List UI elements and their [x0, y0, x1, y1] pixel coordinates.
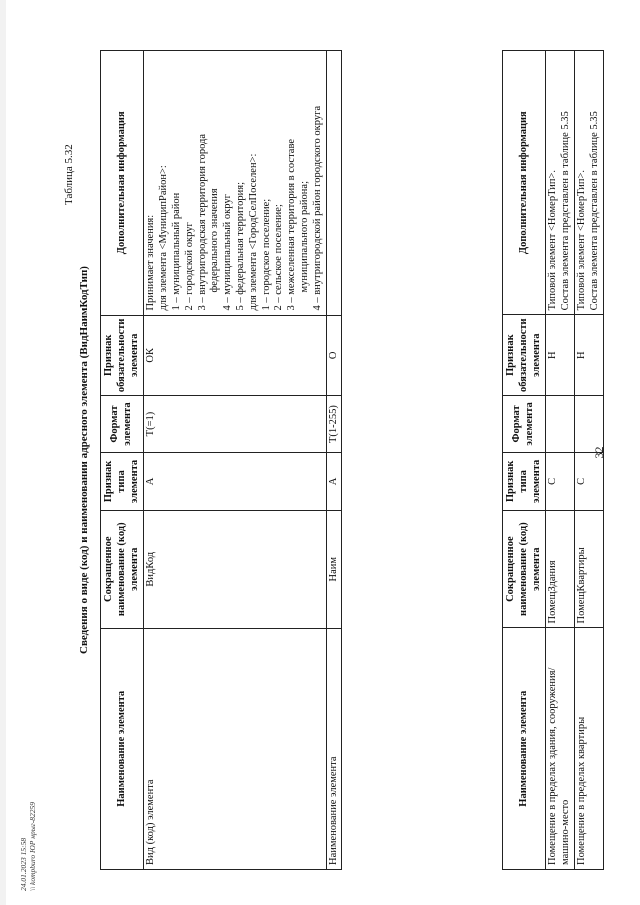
table-title: Сведения о виде (код) и наименовании адресного элемента (ВидНаимКодТип) — [78, 266, 90, 654]
info-line: 5 – федеральная территория; — [234, 182, 246, 311]
header-format: Формат элемента — [503, 395, 546, 452]
table-row — [326, 51, 342, 870]
print-stamp — [20, 802, 37, 891]
cell-required: О — [326, 315, 342, 396]
header-short: Сокращенное наименование (код) элемента — [503, 510, 546, 628]
info-line: Типовой элемент <НомерТип>. — [575, 169, 587, 311]
info-line: 3 – внутригородская территория города — [196, 133, 208, 311]
info-line: 1 – муниципальный район — [170, 192, 182, 311]
cell-required: ОК — [144, 315, 326, 396]
header-type: Признак типа элемента — [101, 453, 144, 511]
address-element-table — [100, 50, 342, 870]
header-short: Сокращенное наименование (код) элемента — [101, 510, 144, 628]
cell-required: Н — [574, 315, 603, 396]
cell-short: ВидКод — [144, 510, 326, 628]
header-info: Дополнительная информация — [503, 51, 546, 315]
premises-table — [502, 50, 604, 870]
cell-type: С — [546, 452, 575, 510]
cell-name: Наименование элемента — [326, 628, 342, 869]
cell-short: Наим — [326, 510, 342, 628]
header-name: Наименование элемента — [101, 628, 144, 869]
table-label: Таблица 5.32 — [63, 144, 75, 205]
info-line: 3 – межселенная территория в составе — [286, 138, 298, 311]
table-row — [546, 51, 575, 870]
cell-name: Помещение в пределах квартиры — [574, 628, 603, 870]
info-line: федерального значения — [209, 188, 221, 293]
info-line: 4 – муниципальный округ — [222, 194, 234, 311]
cell-info — [546, 51, 575, 315]
table-header-row — [503, 51, 546, 870]
scan-edge — [0, 0, 6, 905]
cell-type: А — [144, 453, 326, 511]
info-line: 2 – сельское поселение; — [273, 204, 285, 311]
cell-type: С — [574, 452, 603, 510]
header-required: Признак обязательности элемента — [101, 315, 144, 396]
info-line: Состав элемента представлен в таблице 5.35 — [588, 111, 600, 311]
header-required: Признак обязательности элемента — [503, 315, 546, 396]
info-line: Принимает значения: — [145, 214, 157, 311]
info-line: муниципального района; — [298, 181, 310, 293]
cell-short: ПомещЗдания — [546, 510, 575, 628]
info-line: 1 – городское поселение; — [260, 198, 272, 311]
cell-info — [144, 51, 326, 316]
header-info: Дополнительная информация — [101, 51, 144, 316]
table-header-row — [101, 51, 144, 870]
page-number: 32 — [592, 446, 606, 459]
stamp-path: \\ kompburo ЮР нрыг-82259 — [27, 802, 37, 891]
cell-name: Помещение в пределах здания, сооружения/машино-место — [546, 628, 575, 870]
cell-format: T(=1) — [144, 396, 326, 453]
cell-format — [546, 395, 575, 452]
cell-type: А — [326, 453, 342, 511]
cell-name: Вид (код) элемента — [144, 628, 326, 869]
info-line: Состав элемента представлен в таблице 5.35 — [560, 111, 572, 311]
table-row — [144, 51, 326, 870]
cell-short: ПомещКвартиры — [574, 510, 603, 628]
info-line: для элемента <ГородСелПоселен>: — [247, 153, 259, 311]
header-type: Признак типа элемента — [503, 452, 546, 510]
info-line: 2 – городской округ — [183, 222, 195, 311]
header-format: Формат элемента — [101, 396, 144, 453]
cell-format: T(1-255) — [326, 396, 342, 453]
cell-required: Н — [546, 315, 575, 396]
header-name: Наименование элемента — [503, 628, 546, 870]
stamp-date: 24.01.2023 15:58 — [19, 837, 28, 891]
info-line: для элемента <МуниципРайон>: — [158, 165, 170, 311]
info-line: 4 – внутригородской район городского округа — [311, 105, 323, 311]
info-line: Типовой элемент <НомерТип>. — [547, 169, 559, 311]
cell-info — [326, 51, 342, 316]
